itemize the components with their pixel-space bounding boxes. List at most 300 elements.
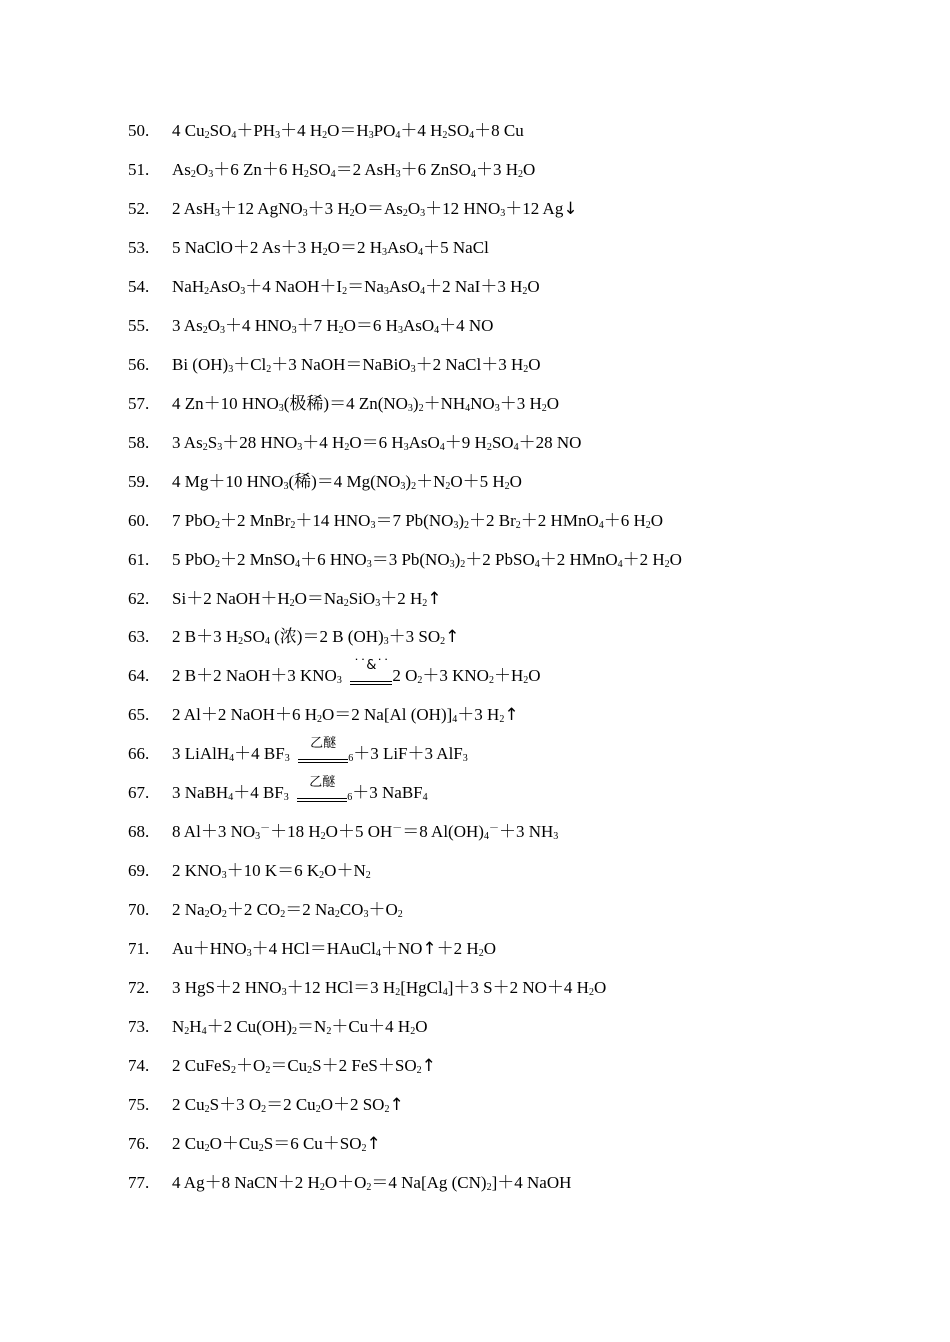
subscript: 2 <box>486 441 492 453</box>
formula-text: O <box>509 471 522 491</box>
formula-text: AsO <box>209 276 241 296</box>
operator-symbol: ＋ <box>307 198 325 219</box>
operator-symbol: ＋ <box>225 315 242 336</box>
formula-text: 6 Zn <box>230 159 262 179</box>
equation-row <box>128 702 519 728</box>
operator-symbol: ↑ <box>422 939 437 960</box>
subscript: 3 <box>363 909 369 921</box>
operator-symbol: ＋ <box>251 939 269 960</box>
equation-row <box>128 1170 571 1196</box>
operator-symbol: ＋ <box>200 705 218 726</box>
subscript: 2 <box>416 1065 422 1077</box>
operator-symbol: ＋ <box>271 354 289 375</box>
formula-text: 2 Br <box>486 510 516 530</box>
superscript: － <box>392 823 403 835</box>
subscript: 2 <box>338 324 344 336</box>
formula-text: 3 LiAlH <box>172 744 230 764</box>
subscript: 2 <box>402 207 408 219</box>
equation-row <box>128 196 578 222</box>
subscript: 4 <box>422 792 428 804</box>
formula-text: Cu <box>238 1133 259 1153</box>
operator-symbol: ＝ <box>361 432 379 453</box>
subscript: 2 <box>522 285 528 297</box>
formula-text: 5 NaClO <box>172 237 233 257</box>
operator-symbol: ＋ <box>204 1172 222 1193</box>
operator-symbol: ＋ <box>352 783 370 804</box>
subscript: 2 <box>523 675 529 687</box>
equation-body <box>172 391 559 417</box>
subscript: 3 <box>383 636 389 648</box>
subscript: 3 <box>420 207 426 219</box>
formula-text: S <box>263 1133 274 1153</box>
equation-body <box>172 118 524 144</box>
formula-text: O <box>415 1017 428 1037</box>
operator-symbol: ＋ <box>388 627 406 648</box>
subscript: 2 <box>588 987 594 999</box>
operator-symbol: ＝ <box>345 354 363 375</box>
subscript: 2 <box>202 441 208 453</box>
formula-text: 2 SO <box>349 1095 385 1114</box>
formula-text: SO <box>491 432 514 452</box>
formula-text: NaBiO <box>362 354 411 374</box>
formula-text: 3 H <box>516 393 542 413</box>
operator-symbol: ＋ <box>321 1056 339 1077</box>
formula-text: 8 Al <box>172 822 201 842</box>
formula-text: Na <box>364 276 384 296</box>
operator-symbol: ＋ <box>622 549 640 570</box>
operator-symbol: ↑ <box>504 705 519 726</box>
formula-text: HAuCl <box>326 939 376 959</box>
formula-text: O <box>385 900 398 920</box>
formula-text: NO <box>397 939 423 959</box>
equation-number: 52. <box>128 198 150 218</box>
subscript: 3 <box>278 402 284 414</box>
formula-text: 2 Na <box>172 900 205 920</box>
formula-text: Cu <box>348 1017 369 1037</box>
formula-text: SO <box>447 121 470 140</box>
formula-text <box>289 783 298 802</box>
formula-text <box>342 666 351 685</box>
operator-symbol: ＋ <box>322 1133 340 1154</box>
subscript: 3 <box>453 519 459 531</box>
formula-text: 2 NaOH <box>213 666 271 686</box>
formula-text: S <box>209 1095 220 1114</box>
formula-text: 8 Al(OH) <box>419 822 484 842</box>
formula-text: O <box>324 1172 338 1192</box>
subscript: 3 <box>407 402 413 414</box>
subscript: 4 <box>330 168 336 180</box>
formula-text: O <box>321 705 335 725</box>
formula-text: 3 H <box>492 159 518 179</box>
operator-symbol: ＋ <box>295 510 313 531</box>
formula-text: Si <box>172 588 187 608</box>
operator-symbol: ＋ <box>518 432 536 453</box>
operator-symbol: ＋ <box>493 666 511 687</box>
subscript: 6 <box>347 792 353 804</box>
operator-symbol: ↓ <box>563 198 578 219</box>
formula-text: I <box>336 276 343 296</box>
formula-text: 5 H <box>479 471 505 491</box>
operator-symbol: ＋ <box>407 744 425 765</box>
equation-body <box>172 274 540 300</box>
operator-symbol: ＋ <box>300 549 318 570</box>
formula-text: HNO <box>209 939 247 959</box>
subscript: 2 <box>258 1142 264 1154</box>
subscript: 2 <box>478 948 484 960</box>
subscript: 2 <box>303 168 309 180</box>
formula-text: 8 NaCN <box>221 1172 278 1192</box>
operator-symbol: ＋ <box>539 549 557 570</box>
formula-text: 6 H <box>372 315 398 335</box>
formula-text: H <box>356 121 369 140</box>
equation-row <box>128 897 403 923</box>
subscript: 3 <box>291 324 297 336</box>
formula-text: 3 H <box>213 627 239 647</box>
equation-row <box>128 352 541 378</box>
formula-text: S <box>207 432 218 452</box>
operator-symbol: ＝ <box>402 822 420 843</box>
operator-symbol: ＋ <box>219 510 237 531</box>
operator-symbol: ＋ <box>425 276 443 297</box>
subscript: 2 <box>238 636 244 648</box>
formula-text: 4 H <box>297 121 323 140</box>
operator-symbol: ＋ <box>436 939 454 960</box>
formula-text: 7 Pb(NO <box>392 510 454 530</box>
formula-text: 2 AsH <box>172 198 215 218</box>
formula-text: ] <box>491 1172 498 1192</box>
equation-number: 70. <box>128 900 150 920</box>
subscript: 3 <box>336 675 342 687</box>
formula-text: 7 PbO <box>172 510 215 530</box>
formula-text: 10 K <box>243 861 278 881</box>
formula-text: (浓) <box>269 627 303 647</box>
formula-text: 2 CuFeS <box>172 1056 232 1076</box>
equation-row <box>128 975 606 1001</box>
subscript: 4 <box>469 130 475 141</box>
formula-text: Cl <box>250 354 267 374</box>
formula-text <box>290 744 299 763</box>
subscript: 3 <box>302 207 308 219</box>
formula-text: 3 NH <box>515 822 554 842</box>
formula-text: O <box>528 666 541 686</box>
equation-body <box>172 1053 436 1079</box>
formula-text: 6 ZnSO <box>417 159 471 179</box>
operator-symbol: ＋ <box>337 1172 355 1193</box>
subscript: 3 <box>214 207 220 219</box>
equation-number: 62. <box>128 588 150 608</box>
formula-text: 3 H <box>324 198 350 218</box>
subscript: 3 <box>397 324 403 336</box>
operator-symbol: ＋ <box>206 1017 224 1038</box>
equation-number: 53. <box>128 237 150 257</box>
subscript: 2 <box>214 519 220 531</box>
operator-symbol: ＋ <box>213 159 231 180</box>
equation-body <box>172 1170 571 1196</box>
formula-text: 5 OH <box>354 822 393 842</box>
subscript: 2 <box>319 870 325 882</box>
subscript: 3 <box>368 130 374 141</box>
equation-number: 58. <box>128 432 150 452</box>
formula-text: 3 H <box>297 237 323 257</box>
formula-text: 4 Cu <box>172 121 205 140</box>
equation-row <box>128 313 493 339</box>
formula-text: N <box>172 1017 185 1037</box>
formula-text: 2 AsH <box>352 159 396 179</box>
operator-symbol: ＋ <box>499 393 517 414</box>
operator-symbol: ＋ <box>380 588 398 609</box>
operator-symbol: ＝ <box>339 121 357 141</box>
subscript: 3 <box>403 441 409 453</box>
subscript: 2 <box>265 1065 271 1077</box>
formula-text: 6 H <box>378 432 404 452</box>
formula-text: 2 FeS <box>338 1056 378 1076</box>
formula-text: O <box>450 471 463 491</box>
operator-symbol: ＋ <box>280 237 298 258</box>
subscript: 2 <box>418 402 424 414</box>
subscript: 4 <box>598 519 604 531</box>
formula-text: H <box>189 1017 202 1037</box>
operator-symbol: ＋ <box>286 978 304 999</box>
subscript: 2 <box>645 519 651 531</box>
operator-symbol: ＝ <box>375 510 393 531</box>
equation-row <box>128 586 441 612</box>
formula-text: 2 As <box>249 237 281 257</box>
equation-number: 51. <box>128 159 150 179</box>
operator-symbol: ＝ <box>353 978 371 999</box>
equation-number: 68. <box>128 822 150 842</box>
subscript: 4 <box>231 130 237 141</box>
equation-body <box>172 1131 381 1157</box>
formula-text: 3 NaBH <box>172 783 229 803</box>
operator-symbol: ＋ <box>505 198 523 219</box>
equation-body <box>172 547 682 573</box>
formula-text: N <box>433 471 446 491</box>
formula-text: O <box>327 237 340 257</box>
formula-text: AsO <box>388 276 421 296</box>
formula-text: Cu <box>287 1056 308 1076</box>
operator-symbol: ＋ <box>603 510 621 531</box>
formula-text: 4 Ag <box>172 1172 205 1192</box>
subscript: 2 <box>334 909 340 921</box>
reaction-condition-arrow <box>298 736 348 763</box>
operator-symbol: ＋ <box>233 783 251 804</box>
formula-text: 4 H <box>417 121 443 140</box>
subscript: 3 <box>381 246 387 258</box>
operator-symbol: ＋ <box>236 1056 254 1077</box>
formula-text: AsO <box>402 315 435 335</box>
operator-symbol: ＋ <box>280 121 298 141</box>
operator-symbol: ＝ <box>355 315 373 336</box>
operator-symbol: ＝ <box>339 237 357 258</box>
subscript: 3 <box>228 363 234 375</box>
subscript: 2 <box>440 636 446 648</box>
subscript: 2 <box>504 480 510 492</box>
equation-body <box>172 936 496 962</box>
equation-number: 50. <box>128 121 150 140</box>
operator-symbol: ＋ <box>331 1017 349 1038</box>
equation-number: 61. <box>128 549 150 569</box>
formula-text: PH <box>253 121 276 140</box>
formula-text: H <box>277 588 290 608</box>
subscript: 3 <box>221 870 227 882</box>
formula-text: 2 H <box>453 939 479 959</box>
subscript: 2 <box>460 558 466 570</box>
operator-symbol: ＋ <box>497 1172 515 1193</box>
formula-text: O <box>294 588 307 608</box>
subscript: 4 <box>420 285 426 297</box>
operator-symbol: ＋ <box>465 549 483 570</box>
subscript: 4 <box>513 441 519 453</box>
subscript: 6 <box>348 753 354 765</box>
equation-number: 66. <box>128 744 150 764</box>
formula-text: 2 H <box>356 237 382 257</box>
subscript: 3 <box>410 363 416 375</box>
formula-text: 6 H <box>291 705 317 725</box>
operator-symbol: ＋ <box>222 432 240 453</box>
subscript: 4 <box>465 402 471 414</box>
operator-symbol: ＋ <box>319 276 337 297</box>
formula-text: 6 H <box>278 159 304 179</box>
subscript: 2 <box>523 363 529 375</box>
subscript: 2 <box>290 519 296 531</box>
operator-symbol: ＋ <box>400 159 418 180</box>
operator-symbol: ＋ <box>457 705 475 726</box>
subscript: 2 <box>289 597 295 609</box>
subscript: 2 <box>664 558 670 570</box>
subscript: 2 <box>464 519 470 531</box>
equation-row <box>128 235 489 261</box>
double-equals-line <box>298 759 348 763</box>
operator-symbol: ＋ <box>261 159 279 180</box>
operator-symbol: ＋ <box>336 861 354 882</box>
subscript: 3 <box>281 987 287 999</box>
subscript: 2 <box>204 285 210 297</box>
formula-text: 2 KNO <box>172 861 222 881</box>
formula-text: 3 HgS <box>172 978 215 998</box>
subscript: 3 <box>462 753 468 765</box>
formula-text: 3 AlF <box>424 744 463 764</box>
formula-text: 4 H <box>319 432 345 452</box>
operator-symbol: ＋ <box>520 510 538 531</box>
formula-text: 4 Zn(NO <box>346 393 408 413</box>
formula-text: 2 Cu(OH) <box>223 1017 293 1037</box>
subscript: 4 <box>228 792 234 804</box>
formula-text: 2 B <box>172 627 197 647</box>
operator-symbol: ＋ <box>475 159 493 180</box>
subscript: 2 <box>442 130 448 141</box>
formula-text: O <box>320 1095 333 1114</box>
equation-row <box>128 157 535 183</box>
equation-body <box>172 897 403 923</box>
subscript: 4 <box>452 714 458 726</box>
operator-symbol: ＝ <box>329 393 347 414</box>
equation-number: 64. <box>128 666 150 686</box>
formula-text: As <box>172 159 191 179</box>
subscript: 2 <box>384 1104 390 1115</box>
subscript: 2 <box>261 1104 267 1115</box>
subscript: 2 <box>486 1181 492 1193</box>
equation-row <box>128 274 540 300</box>
subscript: 2 <box>422 597 428 609</box>
formula-text: O <box>522 159 536 179</box>
subscript: 4 <box>483 831 489 843</box>
subscript: 2 <box>517 168 523 180</box>
operator-symbol: ↑ <box>445 627 460 648</box>
subscript: 2 <box>342 285 348 297</box>
reaction-condition-label: 乙醚 <box>309 775 336 791</box>
formula-text: [HgCl <box>400 978 443 998</box>
formula-text: 2 MnBr <box>236 510 291 530</box>
equation-body <box>172 1092 404 1118</box>
formula-text: O <box>527 276 540 296</box>
formula-text: ) <box>458 510 465 530</box>
equation-number: 65. <box>128 705 150 725</box>
double-equals-line <box>350 681 392 685</box>
formula-text: N <box>353 861 366 881</box>
subscript: 2 <box>344 441 350 453</box>
operator-symbol: ＝ <box>302 627 320 648</box>
equation-row <box>128 624 459 650</box>
equation-body <box>172 819 558 845</box>
equation-number: 55. <box>128 315 150 335</box>
subscript: 2 <box>266 363 272 375</box>
formula-text: 2 Al <box>172 705 201 725</box>
equation-row <box>128 118 524 144</box>
formula-text: 2 H <box>294 1172 320 1192</box>
subscript: 4 <box>439 441 445 453</box>
operator-symbol: ＋ <box>208 471 226 492</box>
formula-text: O <box>650 510 664 530</box>
formula-text: AsO <box>386 237 419 257</box>
formula-text: Au <box>172 939 193 959</box>
formula-text: 4 NaOH <box>262 276 320 296</box>
formula-text: 4 Zn <box>172 393 204 413</box>
subscript: 3 <box>240 285 246 297</box>
subscript: 3 <box>449 558 455 570</box>
subscript: 4 <box>617 558 623 570</box>
equation-number: 72. <box>128 978 150 998</box>
operator-symbol: ＝ <box>297 1017 315 1038</box>
formula-text: 2 NaI <box>442 276 481 296</box>
subscript: 3 <box>395 168 401 180</box>
formula-text: O <box>324 861 337 881</box>
operator-symbol: ↑ <box>389 1095 404 1115</box>
operator-symbol: ＋ <box>219 1095 237 1115</box>
subscript: 3 <box>208 168 214 180</box>
formula-text: SiO <box>348 588 376 608</box>
subscript: 2 <box>292 1026 298 1038</box>
subscript: 2 <box>204 909 210 921</box>
formula-text: H <box>510 666 524 686</box>
formula-text: ) <box>454 549 461 569</box>
operator-symbol: ＋ <box>196 666 214 687</box>
formula-text: CO <box>339 900 364 920</box>
formula-text: 2 NaOH <box>217 705 275 725</box>
reaction-condition-label: ˙˙&˙˙ <box>353 658 390 674</box>
formula-text: 2 H <box>639 549 665 569</box>
subscript: 2 <box>343 597 349 609</box>
subscript: 3 <box>283 792 289 804</box>
reaction-condition-label: 乙醚 <box>310 736 337 752</box>
equation-row <box>128 858 371 884</box>
operator-symbol: ＋ <box>214 978 232 999</box>
subscript: 2 <box>395 987 401 999</box>
subscript: 2 <box>445 480 451 492</box>
formula-text: O <box>207 315 220 335</box>
formula-text: 3 As <box>172 315 203 335</box>
operator-symbol: ＋ <box>546 978 564 999</box>
formula-text: 2 H <box>397 588 423 608</box>
